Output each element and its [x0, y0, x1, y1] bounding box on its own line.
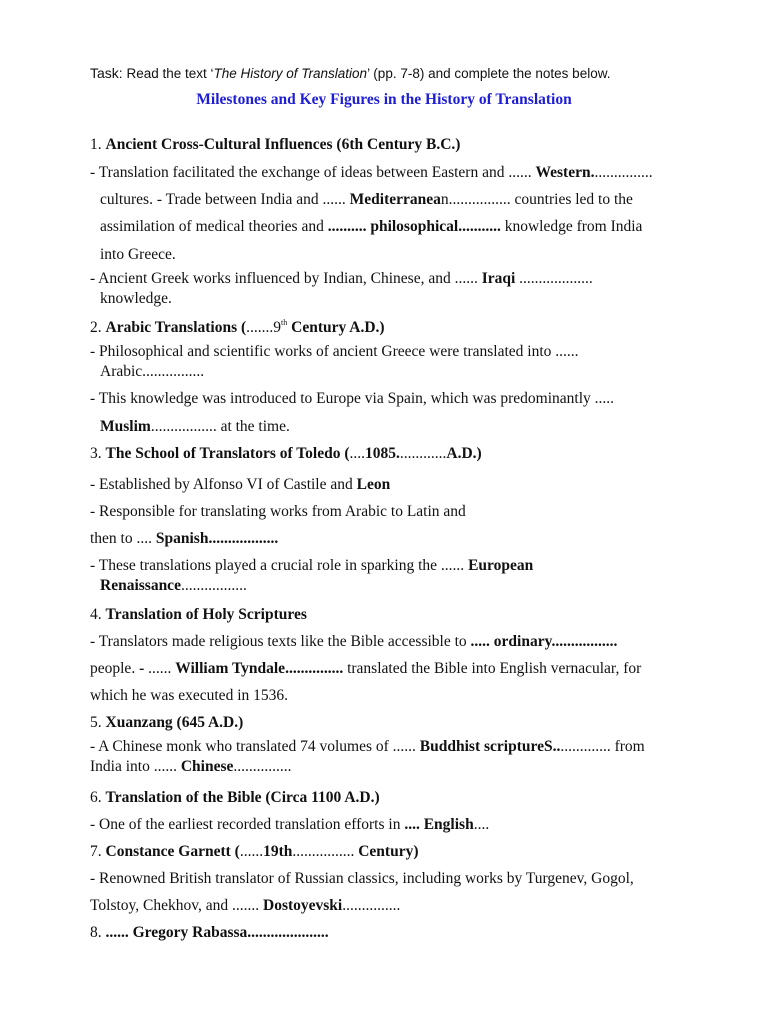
section-5-line: - A Chinese monk who translated 74 volumes of ...... Buddhist scriptureS............... from	[90, 738, 645, 755]
answer: European	[468, 557, 534, 574]
section-2-line: Muslim................. at the time.	[100, 418, 290, 435]
page-title: Milestones and Key Figures in the History of Translation	[196, 91, 572, 108]
section-3-line: then to .... Spanish..................	[90, 530, 279, 547]
answer: .... English	[404, 816, 474, 833]
section-8-heading: 8. ...... Gregory Rabassa.....................	[90, 924, 329, 941]
answer: Buddhist scriptureS..	[419, 738, 561, 755]
section-6-heading: 6. Translation of the Bible (Circa 1100 A.D.)	[90, 789, 380, 806]
section-1-line: - Ancient Greek works influenced by Indian, Chinese, and ...... Iraqi ...................	[90, 270, 593, 287]
section-1-line: into Greece.	[100, 246, 176, 263]
section-1-line: cultures. - Trade between India and ...... Mediterranean................ countries led to the	[100, 191, 633, 208]
section-5-line: India into ...... Chinese...............	[90, 758, 292, 775]
section-3-line: - These translations played a crucial role in sparking the ...... European	[90, 557, 534, 574]
answer: Leon	[356, 476, 391, 493]
section-4-heading: 4. Translation of Holy Scriptures	[90, 606, 307, 623]
answer: Chinese	[180, 758, 234, 775]
answer: .......... philosophical...........	[327, 218, 501, 235]
answer: Western.	[535, 164, 595, 181]
source-text-title: The History of Translation	[213, 66, 368, 81]
answer: Spanish..................	[155, 530, 279, 547]
answer: Mediterranea	[349, 191, 441, 208]
answer: Iraqi	[481, 270, 516, 287]
section-7-heading: 7. Constance Garnett (......19th................ Century)	[90, 843, 419, 860]
section-3-line: Renaissance.................	[100, 577, 247, 594]
section-6-line: - One of the earliest recorded translation efforts in .... English....	[90, 816, 490, 833]
section-1-heading: 1. Ancient Cross-Cultural Influences (6th Century B.C.)	[90, 136, 461, 153]
section-2-line: - This knowledge was introduced to Europe via Spain, which was predominantly .....	[90, 390, 615, 407]
section-7-line: Tolstoy, Chekhov, and ....... Dostoyevski...............	[90, 897, 401, 914]
section-3-line: - Established by Alfonso VI of Castile and Leon	[90, 476, 391, 493]
section-4-line: which he was executed in 1536.	[90, 687, 288, 704]
answer: Dostoyevski	[263, 897, 343, 914]
section-1-line: knowledge.	[100, 290, 172, 307]
section-3-line: - Responsible for translating works from Arabic to Latin and	[90, 503, 466, 520]
task-instruction: Task: Read the text ‘The History of Translation’ (pp. 7-8) and complete the notes below.	[90, 65, 611, 81]
section-5-heading: 5. Xuanzang (645 A.D.)	[90, 714, 244, 731]
section-4-line: people. - ...... William Tyndale............... translated the Bible into English vernacular, for	[90, 660, 642, 677]
section-1-line: - Translation facilitated the exchange of ideas between Eastern and ...... Western................	[90, 164, 653, 181]
answer: Renaissance	[100, 577, 181, 594]
answer: Muslim	[100, 418, 151, 435]
answer: ..... ordinary.................	[470, 633, 618, 650]
answer: William Tyndale...............	[175, 660, 344, 677]
section-2-line: Arabic................	[100, 363, 205, 380]
section-7-line: - Renowned British translator of Russian classics, including works by Turgenev, Gogol,	[90, 870, 634, 887]
notes-body	[90, 132, 705, 946]
section-2-heading: 2. Arabic Translations (.......9th Century A.D.)	[90, 317, 385, 336]
section-4-line: - Translators made religious texts like the Bible accessible to ..... ordinary.................	[90, 633, 618, 650]
task-label: Task:	[90, 65, 123, 81]
section-2-line: - Philosophical and scientific works of ancient Greece were translated into ......	[90, 343, 579, 360]
section-1-line: assimilation of medical theories and .......... philosophical........... knowledge from India	[100, 218, 643, 235]
section-3-heading: 3. The School of Translators of Toledo (....1085.............A.D.)	[90, 445, 482, 462]
